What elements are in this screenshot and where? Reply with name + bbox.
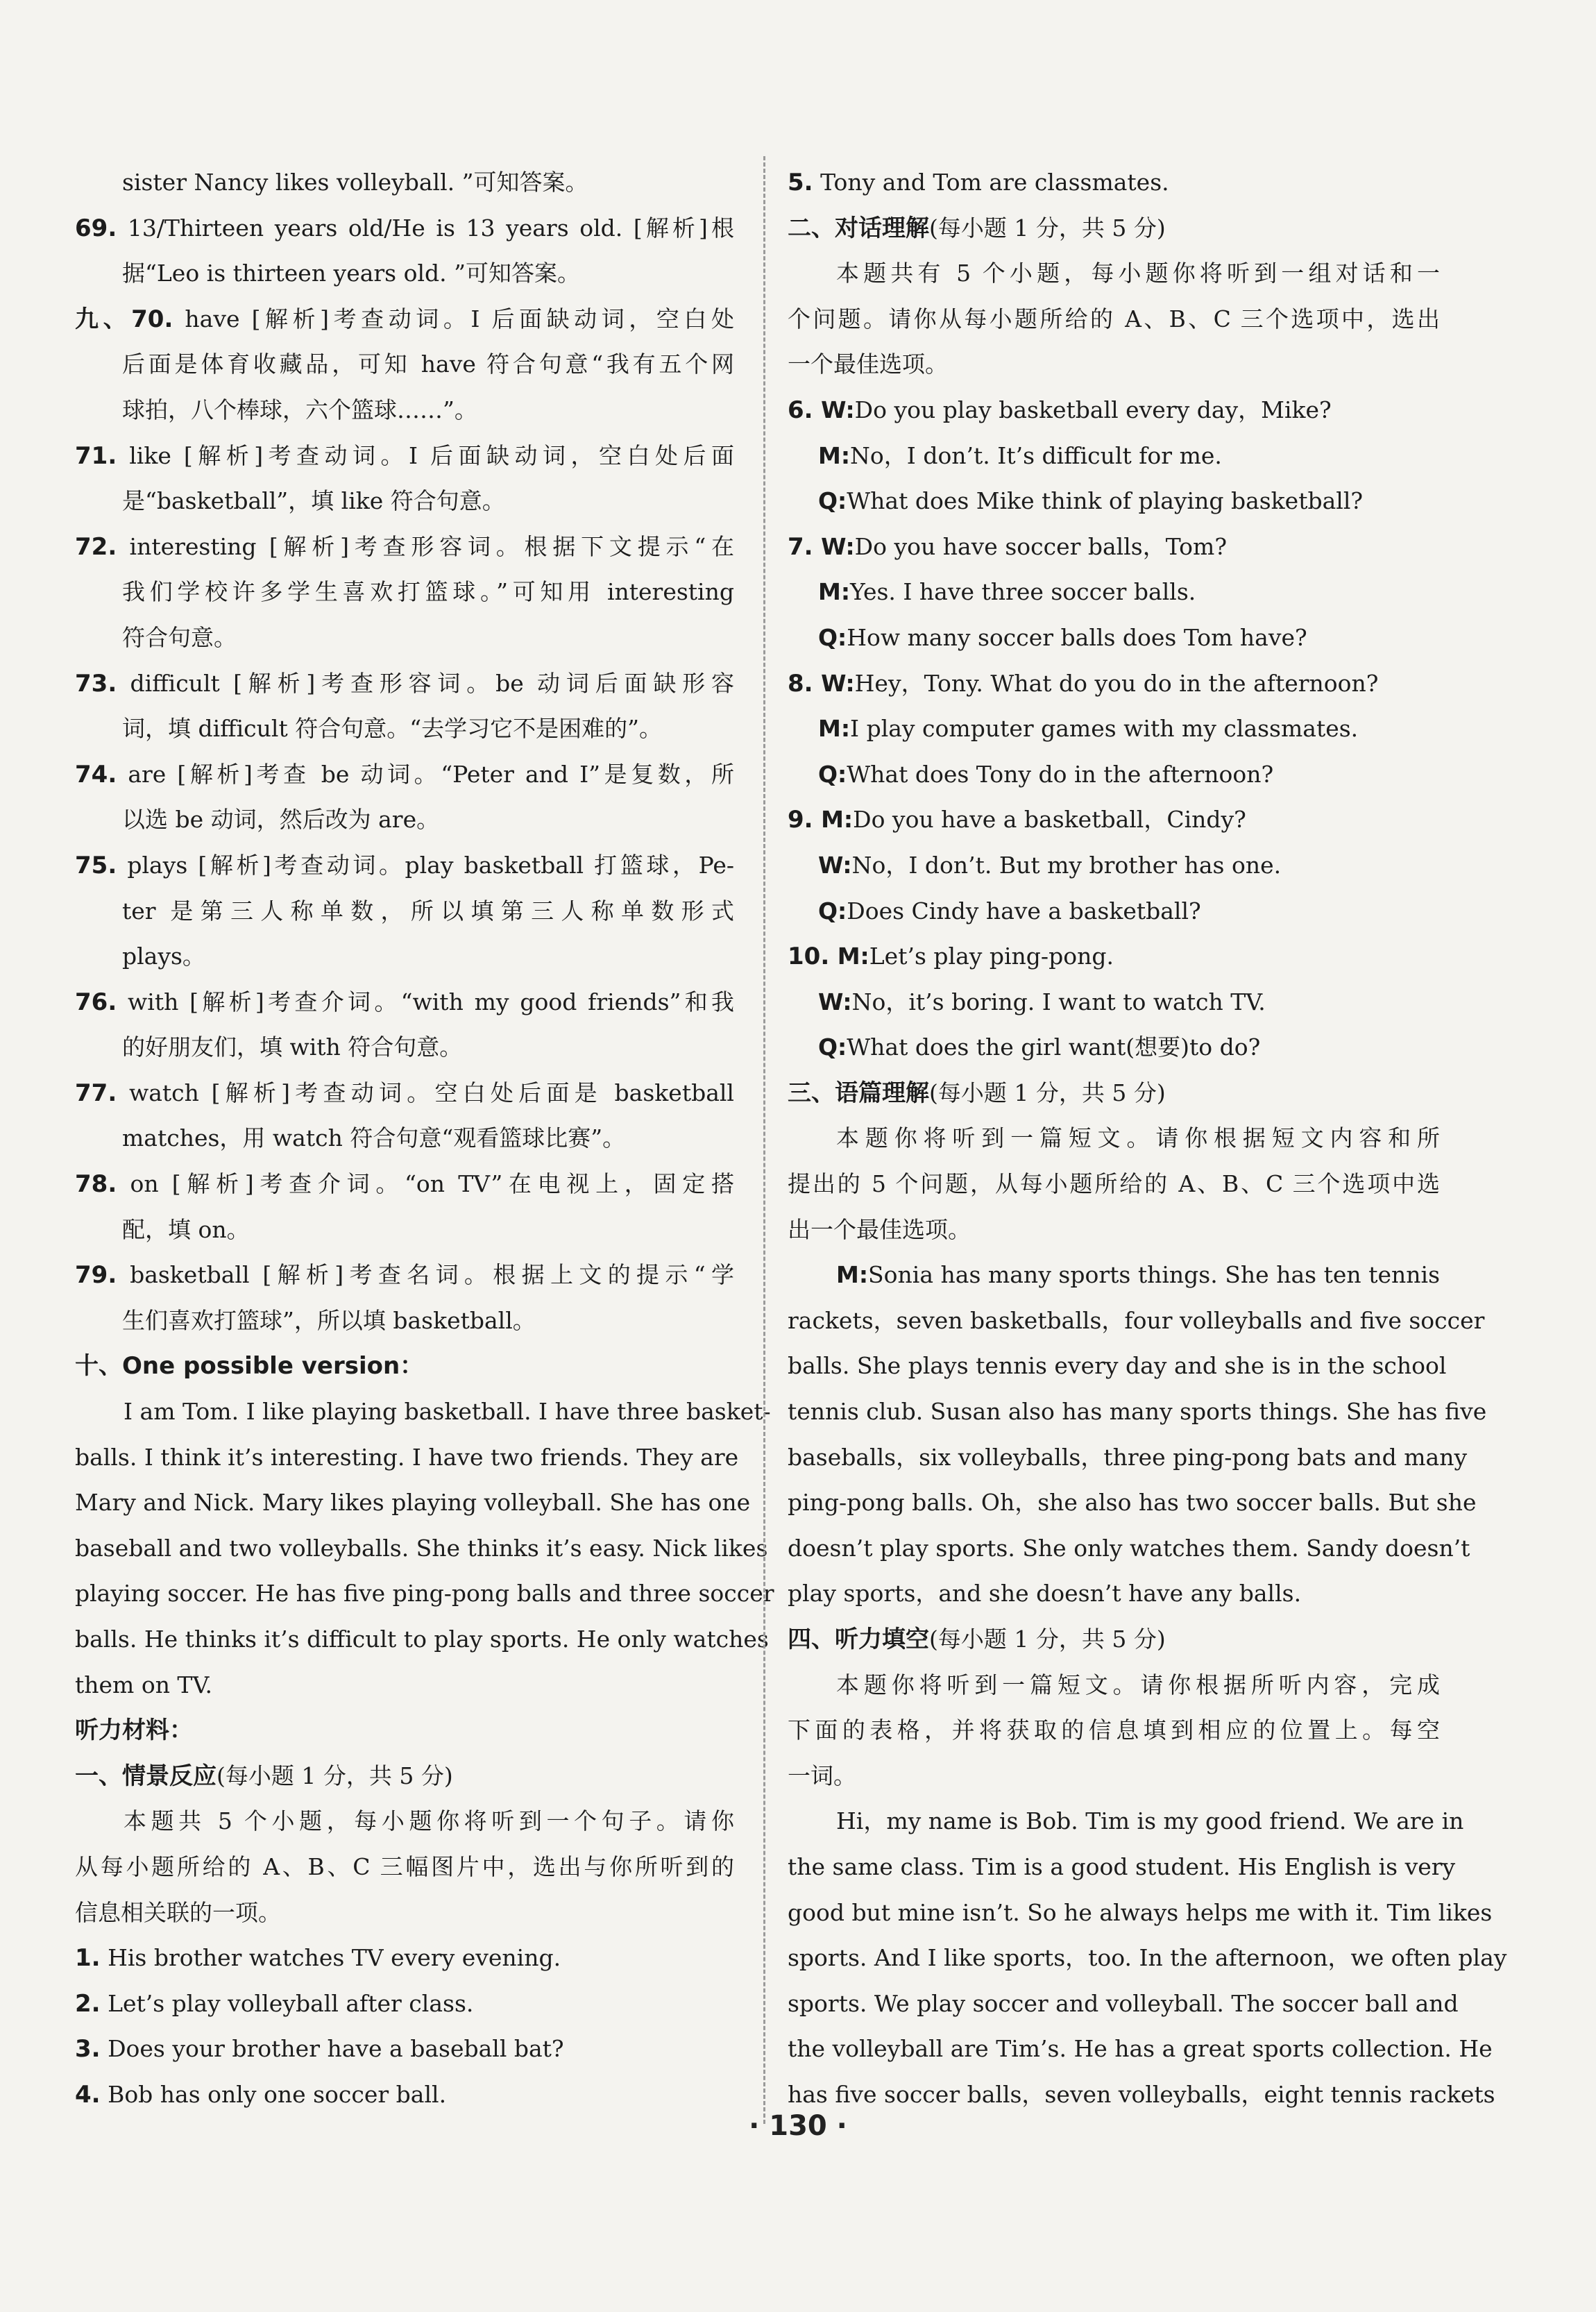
- question-number: 78.: [75, 1170, 117, 1199]
- text-line: [788, 1070, 1440, 1116]
- text-line: [75, 1298, 734, 1344]
- section-heading: 一、情景反应: [75, 1762, 217, 1790]
- question-number: 79.: [75, 1261, 117, 1290]
- line-text: 信息相关联的一项。: [75, 1898, 281, 1926]
- text-line: [788, 706, 1440, 752]
- question-number: 73.: [75, 669, 117, 698]
- text-line: [788, 524, 1440, 570]
- line-text: balls. She plays tennis every day and she is in the school: [788, 1352, 1447, 1380]
- question-number: 5.: [788, 169, 813, 196]
- line-text: Does your brother have a baseball bat?: [100, 2035, 564, 2063]
- text-line: [75, 1571, 774, 1617]
- text-line: [788, 433, 1440, 479]
- line-text: Yes. I have three soccer balls.: [850, 578, 1196, 606]
- text-line: [788, 979, 1440, 1025]
- line-text: 本题共有 5 个小题，每小题你将听到一组对话和一: [836, 260, 1440, 287]
- line-text: 据“Leo is thirteen years old. ”可知答案。: [122, 260, 580, 287]
- line-text: 本题你将听到一篇短文。请你根据短文内容和所: [836, 1124, 1440, 1152]
- question-number: 7.: [788, 532, 813, 561]
- left-column: [75, 160, 774, 2118]
- line-text: with [解析]考查介词。“with my good friends”和我: [117, 988, 734, 1015]
- text-line: [75, 524, 734, 570]
- text-line: [788, 1844, 1456, 1890]
- text-line: [788, 1480, 1477, 1526]
- line-text: No，I don’t. It’s difficult for me.: [850, 441, 1222, 469]
- text-line: [788, 1798, 1464, 1844]
- speaker-label: M:: [818, 715, 851, 743]
- line-text: His brother watches TV every evening.: [100, 1944, 561, 1972]
- text-line: [788, 160, 1440, 205]
- line-text: Tony and Tom are classmates.: [813, 169, 1169, 196]
- line-text: 一词。: [788, 1762, 856, 1789]
- speaker-label: W:: [818, 851, 852, 879]
- line-text: plays。: [122, 943, 205, 970]
- question-number: 8.: [788, 669, 813, 698]
- line-text: 本题共 5 个小题，每小题你将听到一个句子。请你: [124, 1807, 734, 1835]
- text-line: [788, 569, 1440, 615]
- text-line: [75, 661, 734, 707]
- line-text: 配，填 on。: [122, 1215, 250, 1243]
- text-line: [75, 1207, 734, 1253]
- line-text: Does Cindy have a basketball?: [847, 897, 1201, 925]
- line-text: 一个最佳选项。: [788, 351, 948, 378]
- text-line: [788, 1343, 1447, 1389]
- page-number: · 130 ·: [749, 2110, 847, 2142]
- speaker-label: M:: [836, 1261, 869, 1289]
- text-line: [75, 1343, 734, 1389]
- line-text: What does Mike think of playing basketball?: [847, 487, 1364, 515]
- speaker-label: M:: [813, 806, 854, 834]
- text-line: [75, 752, 734, 798]
- question-number: 69.: [75, 214, 117, 242]
- text-line: [788, 1617, 1440, 1662]
- line-text: good but mine isn’t. So he always helps me with it. Tim likes: [788, 1898, 1493, 1926]
- line-text: 个问题。请你从每小题所给的 A、B、C 三个选项中，选出: [788, 305, 1440, 332]
- speaker-label: Q:: [818, 760, 847, 788]
- question-number: 76.: [75, 988, 117, 1016]
- question-number: 10.: [788, 943, 830, 971]
- line-text: play sports，and she doesn’t have any balls.: [788, 1580, 1302, 1608]
- text-line: [75, 706, 734, 752]
- text-line: [75, 387, 734, 433]
- text-line: [788, 478, 1440, 524]
- line-text: Sonia has many sports things. She has ten tennis: [868, 1261, 1440, 1289]
- text-line: [75, 615, 734, 661]
- line-text: the same class. Tim is a good student. His English is very: [788, 1853, 1456, 1880]
- question-number: 1.: [75, 1944, 101, 1973]
- text-line: [788, 797, 1440, 843]
- line-text: Mary and Nick. Mary likes playing volleyball. She has one: [75, 1489, 751, 1517]
- line-text: have [解析]考查动词。I 后面缺动词，空白处: [173, 305, 734, 332]
- line-text: plays [解析]考查动词。play basketball 打篮球，Pe-: [117, 851, 734, 879]
- column-divider: [763, 156, 765, 2124]
- text-line: [75, 1753, 734, 1799]
- line-text: How many soccer balls does Tom have?: [847, 623, 1307, 651]
- line-text: 符合句意。: [122, 623, 237, 651]
- speaker-label: Q:: [818, 1033, 847, 1061]
- speaker-label: W:: [818, 988, 852, 1015]
- text-line: [75, 1389, 771, 1435]
- text-line: [788, 1662, 1440, 1708]
- section-heading: 四、听力填空: [788, 1626, 929, 1653]
- speaker-label: W:: [813, 532, 855, 560]
- text-line: [788, 205, 1440, 251]
- line-text: 出一个最佳选项。: [788, 1215, 971, 1243]
- question-number: 71.: [75, 441, 117, 470]
- text-line: [75, 2026, 734, 2072]
- question-number: 4.: [75, 2080, 101, 2109]
- line-text: rackets，seven basketballs，four volleyballs and five soccer: [788, 1306, 1485, 1334]
- text-line: [75, 1115, 734, 1161]
- line-text: Hey，Tony. What do you do in the afternoon?: [854, 669, 1379, 697]
- question-number: 75.: [75, 851, 117, 879]
- text-line: [788, 1890, 1493, 1936]
- text-line: [788, 251, 1440, 296]
- line-text: 本题你将听到一篇短文。请你根据所听内容，完成: [836, 1671, 1440, 1698]
- line-text: (每小题 1 分，共 5 分): [929, 214, 1166, 242]
- line-text: Let’s play ping-pong.: [869, 943, 1114, 970]
- text-line: [788, 934, 1440, 979]
- line-text: 球拍，八个棒球，六个篮球……”。: [122, 396, 477, 423]
- line-text: difficult [解析]考查形容词。be 动词后面缺形容: [117, 669, 734, 697]
- text-line: [75, 888, 734, 934]
- question-number: 2.: [75, 1989, 101, 2018]
- text-line: [788, 1389, 1487, 1435]
- line-text: Do you play basketball every day，Mike?: [854, 396, 1332, 423]
- text-line: [788, 1298, 1485, 1344]
- text-line: [75, 1935, 734, 1981]
- text-line: [75, 1981, 734, 2027]
- line-text: the volleyball are Tim’s. He has a great sports collection. He: [788, 2035, 1493, 2063]
- speaker-label: W:: [813, 396, 855, 423]
- line-text: on [解析]考查介词。“on TV”在电视上，固定搭: [117, 1170, 734, 1198]
- line-text: interesting [解析]考查形容词。根据下文提示“在: [117, 532, 734, 560]
- text-line: [788, 1571, 1440, 1617]
- line-text: balls. I think it’s interesting. I have two friends. They are: [75, 1443, 739, 1471]
- line-text: like [解析]考查动词。I 后面缺动词，空白处后面: [117, 441, 734, 469]
- text-line: [788, 1707, 1440, 1753]
- line-text: sister Nancy likes volleyball. ”可知答案。: [122, 169, 588, 196]
- text-line: [75, 1844, 734, 1890]
- line-text: 是“basketball”，填 like 符合句意。: [122, 487, 505, 515]
- line-text: No，it’s boring. I want to watch TV.: [851, 988, 1266, 1015]
- text-line: [75, 1435, 739, 1480]
- text-line: [788, 1753, 1440, 1799]
- line-text: balls. He thinks it’s difficult to play sports. He only watches: [75, 1626, 769, 1653]
- text-line: [75, 251, 734, 296]
- line-text: 词，填 difficult 符合句意。“去学习它不是困难的”。: [122, 715, 662, 743]
- text-line: [788, 1935, 1507, 1981]
- speaker-label: M:: [818, 441, 851, 469]
- question-number: 3.: [75, 2035, 101, 2064]
- text-line: [788, 341, 1440, 387]
- line-text: No，I don’t. But my brother has one.: [851, 851, 1282, 879]
- line-text: What does Tony do in the afternoon?: [847, 760, 1274, 788]
- text-line: [75, 569, 734, 615]
- question-number: 74.: [75, 760, 117, 788]
- text-line: [788, 615, 1440, 661]
- line-text: 13/Thirteen years old/He is 13 years old. [解析]根: [117, 214, 734, 242]
- line-text: has five soccer balls，seven volleyballs，eight tennis rackets: [788, 2080, 1495, 2108]
- line-text: are [解析]考查 be 动词。“Peter and I”是复数，所: [117, 760, 734, 788]
- text-line: [788, 888, 1440, 934]
- text-line: [75, 1161, 734, 1207]
- text-line: [75, 1024, 734, 1070]
- text-line: [75, 1070, 734, 1116]
- line-text: 提出的 5 个问题，从每小题所给的 A、B、C 三个选项中选: [788, 1170, 1440, 1198]
- line-text: 从每小题所给的 A、B、C 三幅图片中，选出与你所听到的: [75, 1853, 734, 1880]
- text-line: [75, 341, 734, 387]
- speaker-label: W:: [813, 669, 855, 697]
- line-text: ter 是第三人称单数，所以填第三人称单数形式: [122, 897, 734, 925]
- text-line: [788, 1024, 1440, 1070]
- text-line: [788, 1981, 1459, 2027]
- line-text: (每小题 1 分，共 5 分): [929, 1626, 1166, 1653]
- line-text: (每小题 1 分，共 5 分): [217, 1762, 453, 1789]
- line-text: Do you have a basketball，Cindy?: [853, 806, 1246, 834]
- line-text: ping-pong balls. Oh，she also has two soccer balls. But she: [788, 1489, 1477, 1517]
- speaker-label: Q:: [818, 897, 847, 925]
- section-heading: 听力材料：: [75, 1716, 193, 1745]
- speaker-label: Q:: [818, 487, 847, 515]
- question-number: 9.: [788, 806, 813, 834]
- text-line: [75, 160, 734, 205]
- line-text: Bob has only one soccer ball.: [100, 2080, 447, 2108]
- line-text: 后面是体育收藏品，可知 have 符合句意“我有五个网: [122, 351, 734, 378]
- line-text: basketball [解析]考查名词。根据上文的提示“学: [117, 1261, 734, 1289]
- text-line: [788, 2026, 1493, 2072]
- text-line: [75, 979, 734, 1025]
- question-number: 6.: [788, 396, 813, 424]
- line-text: sports. And I like sports，too. In the afternoon，we often play: [788, 1944, 1507, 1972]
- text-line: [75, 1707, 734, 1753]
- text-line: [75, 1890, 734, 1936]
- text-line: [75, 433, 734, 479]
- speaker-label: M:: [829, 943, 869, 970]
- question-number: 九、70.: [75, 305, 173, 333]
- line-text: doesn’t play sports. She only watches them. Sandy doesn’t: [788, 1534, 1470, 1562]
- text-line: [788, 752, 1440, 798]
- text-line: [75, 1662, 734, 1708]
- line-text: Hi，my name is Bob. Tim is my good friend. We are in: [836, 1807, 1464, 1835]
- line-text: 的好朋友们，填 with 符合句意。: [122, 1033, 463, 1061]
- text-line: [75, 1526, 768, 1571]
- line-text: What does the girl want(想要)to do?: [847, 1033, 1261, 1061]
- line-text: Let’s play volleyball after class.: [100, 1989, 474, 2017]
- text-line: [75, 797, 734, 843]
- speaker-label: Q:: [818, 623, 847, 651]
- line-text: them on TV.: [75, 1671, 212, 1698]
- text-line: [788, 1207, 1440, 1253]
- text-line: [788, 296, 1440, 342]
- line-text: I am Tom. I like playing basketball. I have three basket-: [124, 1398, 771, 1426]
- speaker-label: M:: [818, 578, 851, 606]
- line-text: Do you have soccer balls，Tom?: [854, 532, 1228, 560]
- text-line: [788, 387, 1440, 433]
- text-line: [788, 1435, 1468, 1480]
- line-text: I play computer games with my classmates.: [850, 715, 1359, 743]
- section-heading: 二、对话理解: [788, 214, 929, 242]
- text-line: [75, 1252, 734, 1298]
- section-heading: 三、语篇理解: [788, 1079, 929, 1107]
- line-text: (每小题 1 分，共 5 分): [929, 1079, 1166, 1106]
- line-text: sports. We play soccer and volleyball. The soccer ball and: [788, 1989, 1459, 2017]
- right-column: [788, 160, 1507, 2118]
- line-text: playing soccer. He has five ping-pong balls and three soccer: [75, 1580, 774, 1608]
- line-text: 以选 be 动词，然后改为 are。: [122, 806, 440, 834]
- line-text: 生们喜欢打篮球”，所以填 basketball。: [122, 1306, 536, 1334]
- text-line: [75, 934, 734, 979]
- text-line: [75, 1798, 734, 1844]
- text-line: [75, 205, 734, 251]
- text-line: [788, 661, 1440, 707]
- question-number: 72.: [75, 532, 117, 561]
- text-line: [788, 1115, 1440, 1161]
- line-text: baseball and two volleyballs. She thinks it’s easy. Nick likes: [75, 1534, 768, 1562]
- section-heading: 十、One possible version：: [75, 1352, 424, 1381]
- text-line: [75, 843, 734, 888]
- text-line: [788, 1252, 1440, 1298]
- line-text: matches，用 watch 符合句意“观看篮球比赛”。: [122, 1124, 626, 1152]
- question-number: 77.: [75, 1079, 117, 1107]
- text-line: [75, 478, 734, 524]
- line-text: watch [解析]考查动词。空白处后面是 basketball: [117, 1079, 734, 1106]
- line-text: tennis club. Susan also has many sports things. She has five: [788, 1398, 1487, 1426]
- line-text: baseballs，six volleyballs，three ping-pong bats and many: [788, 1443, 1468, 1471]
- text-line: [788, 843, 1440, 888]
- text-line: [75, 1617, 769, 1662]
- text-line: [788, 1161, 1440, 1207]
- text-line: [788, 1526, 1470, 1571]
- line-text: 下面的表格，并将获取的信息填到相应的位置上。每空: [788, 1716, 1440, 1744]
- text-line: [75, 296, 734, 342]
- text-line: [75, 1480, 751, 1526]
- line-text: 我们学校许多学生喜欢打篮球。”可知用 interesting: [122, 578, 734, 606]
